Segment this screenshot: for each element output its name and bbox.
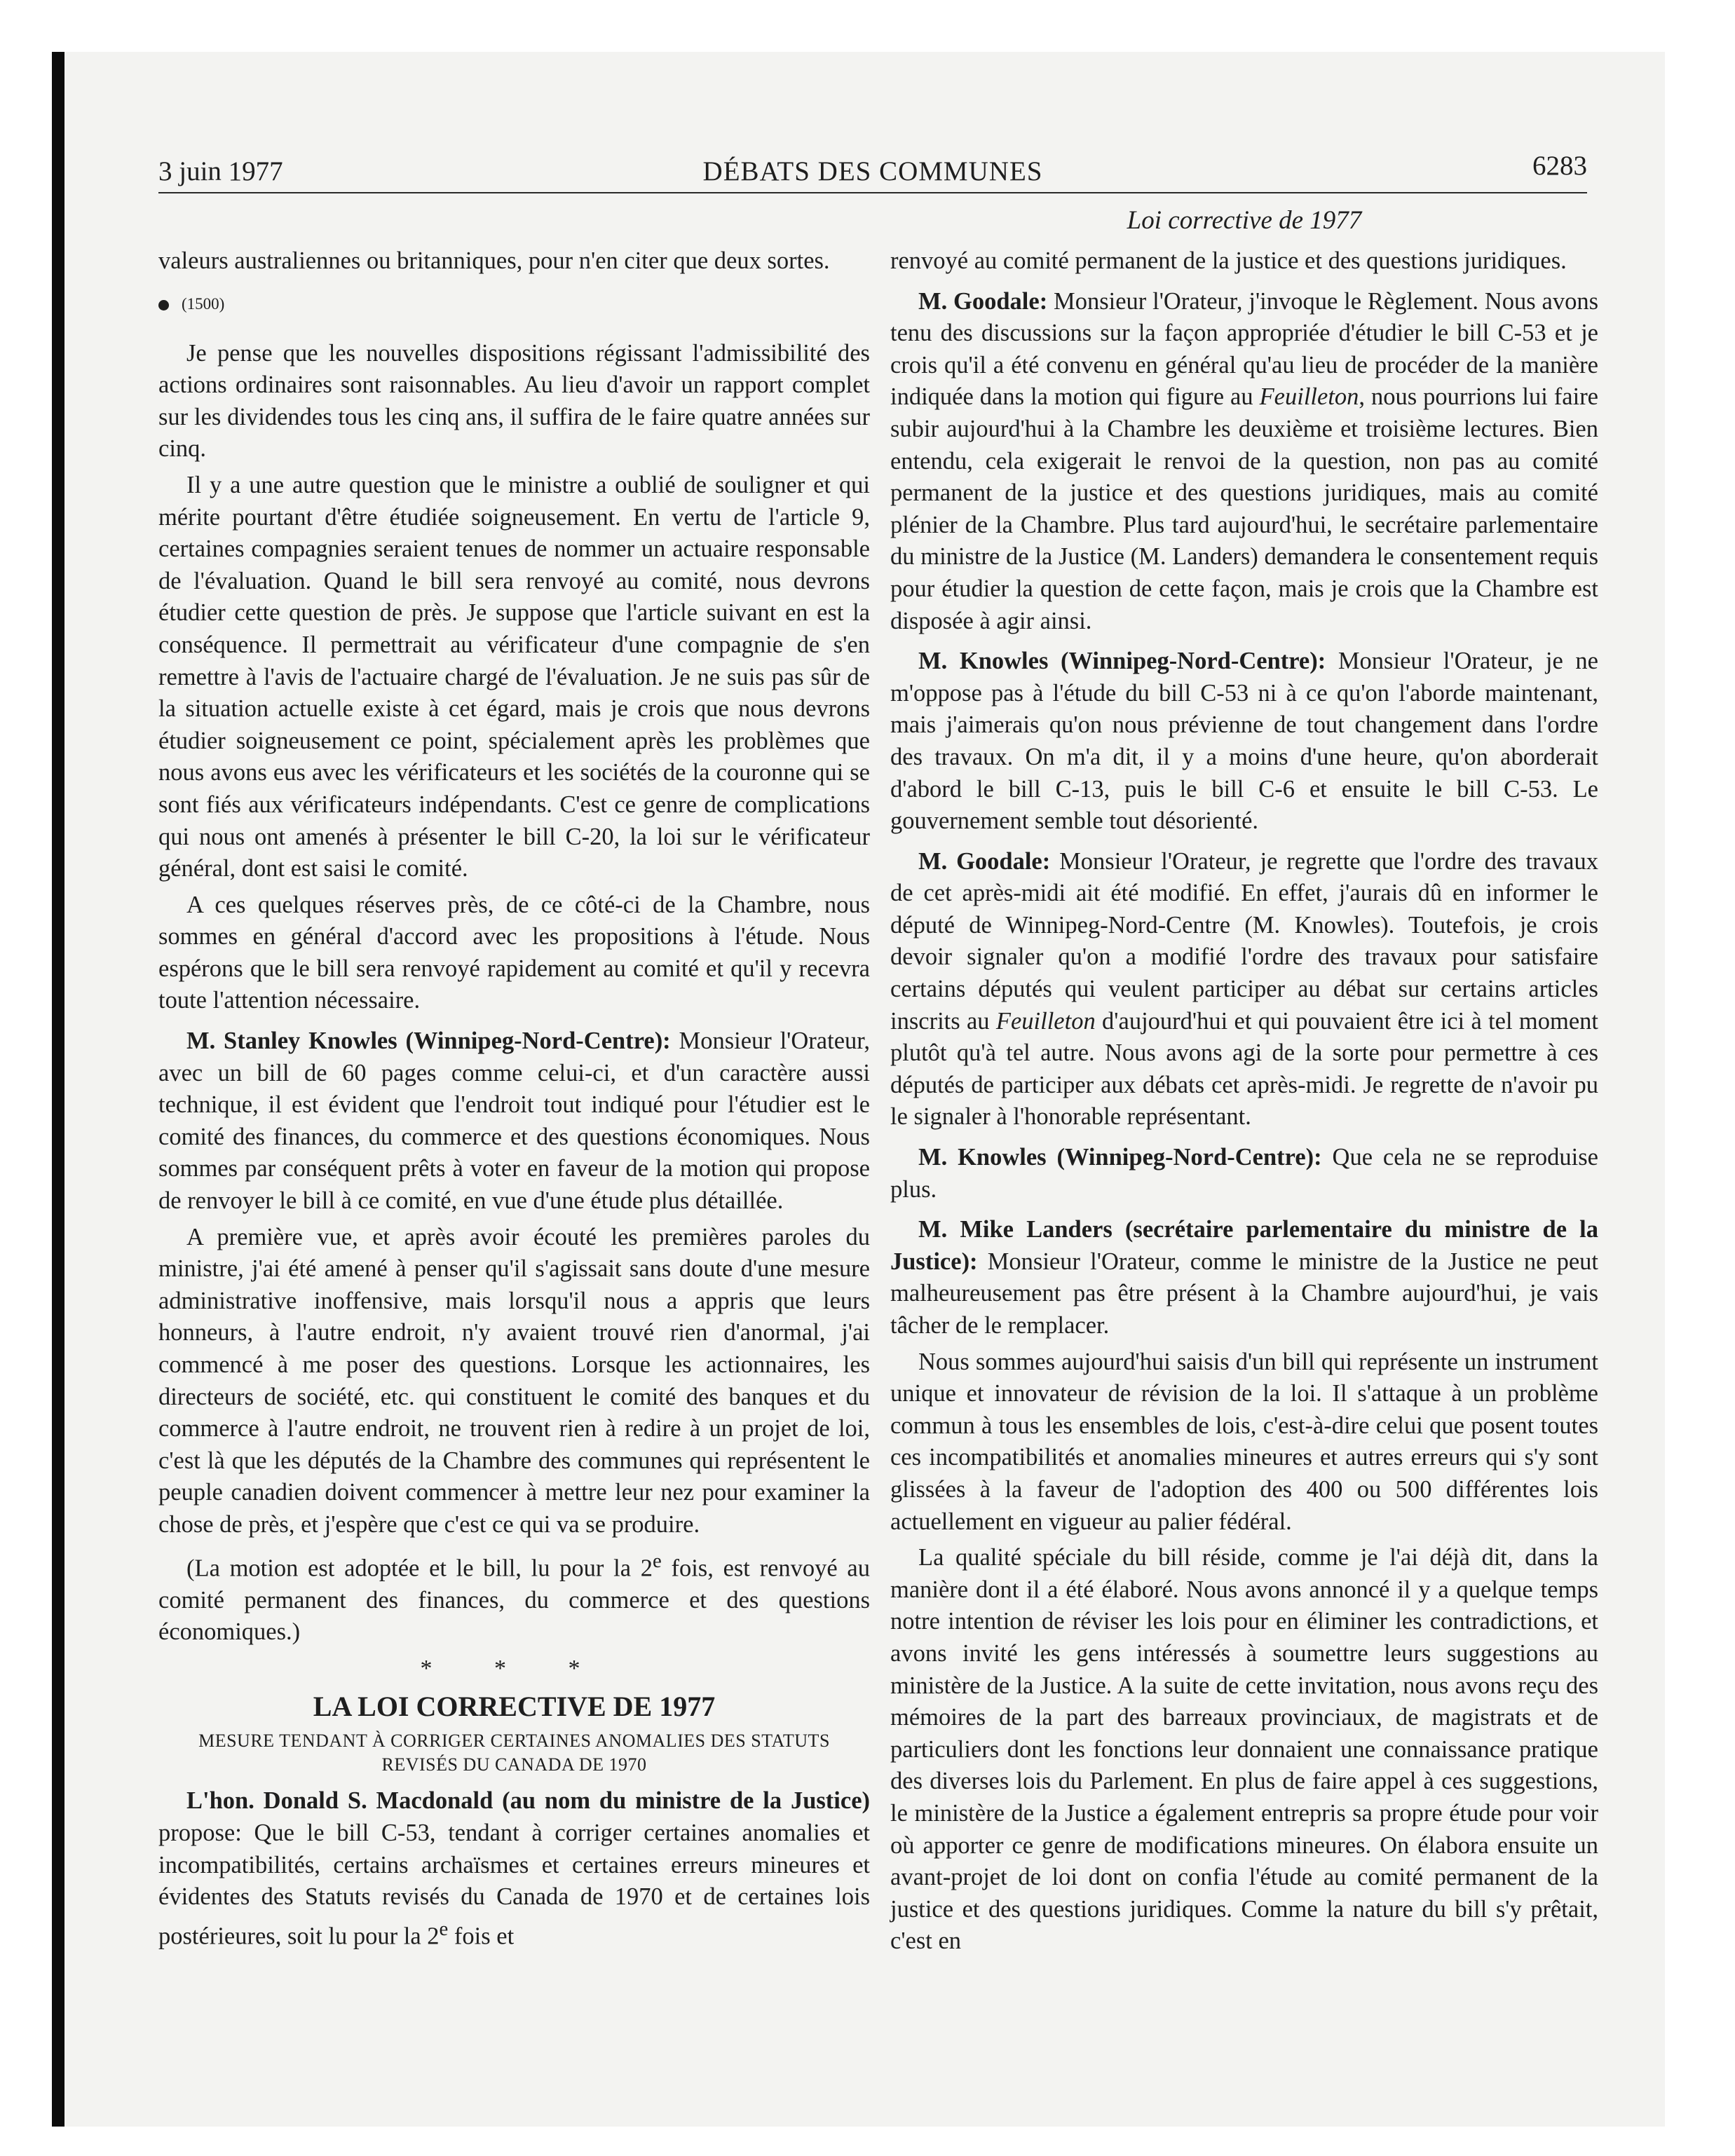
speaker-name: M. Mike Landers (secrétaire parlementaire du ministre de la Justice):: [890, 1216, 1598, 1275]
timestamp: [158, 289, 870, 320]
paragraph: Je pense que les nouvelles dispositions régissant l'admissibilité des actions ordinaires sont raisonnables. Au lieu d'avoir un rapport complet sur les dividendes tous les cinq ans, il suffira de le faire quatre années sur cinq.: [158, 339, 870, 463]
speech-text: fois et: [448, 1923, 515, 1950]
right-column: [890, 245, 1598, 1958]
section-subtitle: MESURE TENDANT À CORRIGER CERTAINES ANOMALIES DES STATUTS REVISÉS DU CANADA DE 1970: [198, 1731, 830, 1775]
speech-text: Monsieur l'Orateur, je regrette que l'ordre des travaux de cet après-midi ait été modifié. En effet, j'aurais dû en informer le député de Winnipeg-Nord-Centre (M. Knowles). Toutefois, je crois devoir signaler qu'on a modifié l'ordre des travaux pour satisfaire certains députés qui veulent participer au débat sur certains articles inscrits au: [890, 847, 1598, 1035]
speaker-name: M. Goodale:: [918, 287, 1048, 315]
page-header: [158, 151, 1587, 193]
page-number: 6283: [1532, 151, 1587, 181]
paragraph: Nous sommes aujourd'hui saisis d'un bill qui représente un instrument unique et innovateur de révision de la loi. Il s'attaque à un problème commun à tous les ensembles de lois, c'est-à-dire celui que posent toutes ces incompatibilités et anomalies mineures et autres erreurs qui s'y sont glissées à la faveur de l'adoption des 400 ou 500 différentes lois actuellement en vigueur au palier fédéral.: [890, 1348, 1598, 1535]
speech-text: Monsieur l'Orateur, comme le ministre de la Justice ne peut malheureusement pas être présent à la Chambre aujourd'hui, je vais tâcher de le remplacer.: [890, 1248, 1598, 1339]
header-date: 3 juin 1977: [158, 156, 283, 186]
speaker-name: M. Stanley Knowles (Winnipeg-Nord-Centre):: [186, 1028, 671, 1055]
italic-text: Feuilleton: [995, 1007, 1096, 1035]
speaker-name: M. Knowles (Winnipeg-Nord-Centre):: [918, 1144, 1322, 1171]
speech: [890, 1214, 1598, 1342]
speech: [158, 1025, 870, 1217]
speaker-name: M. Goodale:: [918, 847, 1051, 875]
header-title: DÉBATS DES COMMUNES: [702, 156, 1043, 186]
running-title: Loi corrective de 1977: [1127, 206, 1362, 235]
bullet-icon: [158, 300, 169, 311]
speech-text: Monsieur l'Orateur, je ne m'oppose pas à l'étude du bill C-53 ni à ce qu'on l'aborde maintenant, mais j'aimerais qu'on nous prévienne de tout changement dans l'ordre des travaux. On m'a dit, il y a moins d'une heure, qu'on aborderait d'abord le bill C-13, puis le bill C-6 et ensuite le bill C-53. Le gouvernement semble tout désorienté.: [890, 648, 1598, 835]
paragraph: [158, 1546, 870, 1649]
scan-edge: [52, 52, 64, 2127]
speaker-name: M. Knowles (Winnipeg-Nord-Centre):: [918, 648, 1326, 675]
paragraph: valeurs australiennes ou britanniques, pour n'en citer que deux sortes.: [158, 247, 830, 274]
italic-text: Feuilleton: [1259, 383, 1359, 411]
paragraph: La qualité spéciale du bill réside, comme je l'ai déjà dit, dans la manière dont il a été élaboré. Nous avons annoncé il y a quelque temps notre intention de réviser les lois pour en éliminer les contradictions, et avons invité les gens intéressés à soumettre leurs suggestions au ministère de la Justice. A la suite de cette invitation, nous avons reçu des mémoires de la part des barreaux provinciaux, de magistrats et de particuliers dont les fonctions leur donnaient une connaissance pratique des diverses lois du Parlement. En plus de faire appel à ces suggestions, le ministère de la Justice a également entrepris sa propre étude pour voir où apporter ce genre de modifications mineures. On élabora ensuite un avant-projet de loi dont on confia l'étude au comité permanent de la justice et des questions juridiques. Comme la nature du bill s'y prêtait, c'est en: [890, 1544, 1598, 1955]
speech-text: Monsieur l'Orateur, j'invoque le Règlement. Nous avons tenu des discussions sur la façon appropriée d'étudier le bill C-53 et je crois qu'il a été convenu en général qu'au lieu de procéder de la manière indiquée dans la motion qui figure au: [890, 287, 1598, 411]
paragraph: renvoyé au comité permanent de la justice et des questions juridiques.: [890, 247, 1567, 274]
speech: [890, 286, 1598, 638]
paragraph: A ces quelques réserves près, de ce côté-ci de la Chambre, nous sommes en général d'accord avec les propositions à l'étude. Nous espérons que le bill sera renvoyé rapidement au comité et qu'il y recevra toute l'attention nécessaire.: [158, 891, 870, 1014]
speech: [890, 846, 1598, 1133]
speech-text: Que cela ne se reproduise plus.: [890, 1144, 1598, 1203]
superscript: e: [439, 1917, 449, 1940]
speech: [890, 1142, 1598, 1206]
speech-text: , nous pourrions lui faire subir aujourd'hui à la Chambre les deuxième et troisième lectures. Bien entendu, cela exigerait le renvoi de la question, non pas au comité permanent de la justice et des questions juridiques, mais au comité plénier de la Chambre. Plus tard aujourd'hui, le secrétaire parlementaire du ministre de la Justice (M. Landers) demandera le consentement requis pour étudier la question de cette façon, mais je crois que la Chambre est disposée à agir ainsi.: [890, 383, 1598, 634]
speaker-name: L'hon. Donald S. Macdonald (au nom du ministre de la Justice): [186, 1787, 870, 1815]
paragraph-text: (La motion est adoptée et le bill, lu pour la 2: [186, 1555, 653, 1582]
paragraph-text: fois, est renvoyé au comité permanent des finances, du commerce et des questions économiques.): [158, 1555, 870, 1646]
paragraph: A première vue, et après avoir écouté les premières paroles du ministre, j'ai été amené à penser qu'il s'agissait sans doute d'une mesure administrative inoffensive, mais lorsqu'il nous a appris que leurs honneurs, à l'autre endroit, n'y avaient trouvé rien d'anormal, j'ai commencé à me poser des questions. Lorsque les actionnaires, les directeurs de société, etc. qui constituent le comité des banques et du commerce à l'autre endroit, ne trouvent rien à redire à un projet de loi, c'est là que les députés de la Chambre des communes qui représentent le peuple canadien doivent commencer à mettre leur nez pour examiner la chose de près, et j'espère que c'est ce qui va se produire.: [158, 1223, 870, 1538]
timestamp-text: (1500): [182, 294, 225, 313]
speech-text: propose: Que le bill C-53, tendant à corriger certaines anomalies et incompatibilités, certains archaïsmes et certaines erreurs mineures et évidentes des Statuts revisés du Canada de 1970 et de certaines lois postérieures, soit lu pour la 2: [158, 1820, 870, 1950]
section-separator: * * *: [420, 1655, 608, 1681]
speech: [890, 646, 1598, 838]
superscript: e: [653, 1549, 662, 1572]
speech-text: d'aujourd'hui et qui pouvaient être ici à tel moment plutôt qu'à tel autre. Nous avons agi de la sorte pour permettre à ces députés de participer aux débats cet après-midi. Je regrette de n'avoir pu le signaler à l'honorable représentant.: [890, 1007, 1598, 1131]
speech: [158, 1785, 870, 1952]
left-column: [158, 245, 870, 1953]
section-title: LA LOI CORRECTIVE DE 1977: [313, 1691, 716, 1723]
paragraph: Il y a une autre question que le ministre a oublié de souligner et qui mérite pourtant d'être étudiée soigneusement. En vertu de l'article 9, certaines compagnies seraient tenues de nommer un actuaire responsable de l'évaluation. Quand le bill sera renvoyé au comité, nous devrons étudier cette question de près. Je suppose que l'article suivant en est la conséquence. Il permettrait au vérificateur d'une compagnie de s'en remettre à l'avis de l'actuaire chargé de l'évaluation. Je ne suis pas sûr de la situation actuelle existe à cet égard, mais je crois que nous devrons étudier soigneusement ce point, spécialement après les problèmes que nous avons eus avec les vérificateurs et les sociétés de la couronne qui se sont fiés aux vérificateurs indépendants. C'est ce genre de complications qui nous ont amenés à présenter le bill C-20, la loi sur le vérificateur général, dont est saisi le comité.: [158, 471, 870, 882]
speech-text: Monsieur l'Orateur, avec un bill de 60 pages comme celui-ci, et d'un caractère aussi technique, il est évident que l'endroit tout indiqué pour l'étudier est le comité des finances, du commerce et des questions économiques. Nous sommes par conséquent prêts à voter en faveur de la motion qui propose de renvoyer le bill à ce comité, en vue d'une étude plus détaillée.: [158, 1028, 870, 1215]
